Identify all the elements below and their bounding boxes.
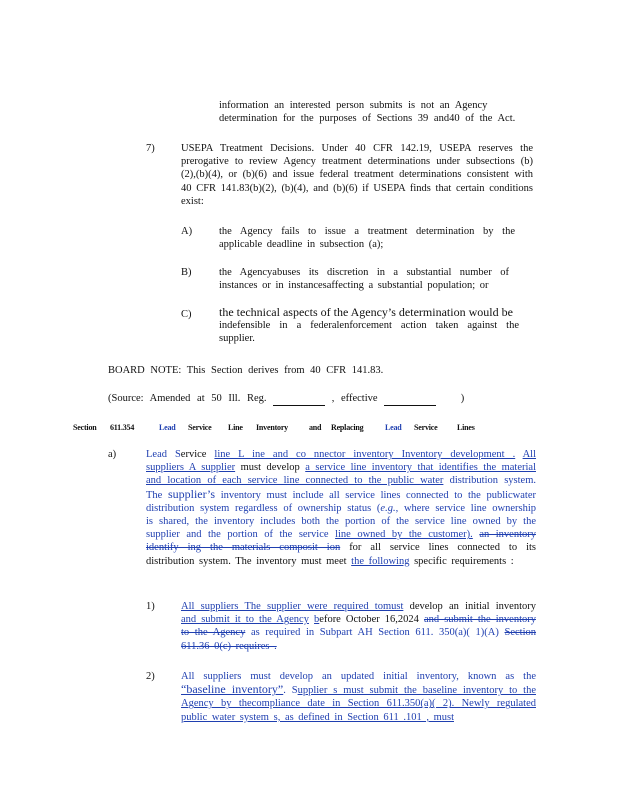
item-1-number: 1)	[146, 601, 155, 612]
heading-word-service-2: Service	[414, 423, 438, 432]
section-heading	[73, 421, 553, 435]
item-7-number: 7)	[146, 143, 155, 154]
source-note	[108, 392, 468, 406]
sub-c-line-2: indefensible in a federalenforcement action taken against the supplier.	[219, 320, 519, 345]
sub-a-number: A)	[181, 226, 193, 237]
intro-paragraph	[219, 99, 539, 125]
item-7-text: USEPA Treatment Decisions. Under 40 CFR 142.19, USEPA reserves the prerogative to review Agency treatment determinations under subsections (b)(2),(b)(4), or (b)(6) and issue federal treatment determinations consistent with 40 CFR 141.83(b)(2), (b)(4), and (b)(6) if USEPA finds that certain conditions exist:	[181, 143, 533, 207]
heading-word-service: Service	[188, 423, 212, 432]
effective-date-blank	[384, 392, 436, 406]
source-prefix: (Source: Amended at 50 Ill. Reg.	[108, 393, 267, 404]
para-a-number: a)	[108, 449, 117, 460]
heading-word-lead-2: Lead	[385, 423, 402, 432]
sub-c-number: C)	[181, 309, 192, 320]
intro-line-1: information an interested person submits is not an Agency	[219, 100, 488, 111]
sub-b-text: the Agencyabuses its discretion in a substantial number of instances or in instancesaffecting a substantial population; or	[219, 267, 509, 292]
item-2-text: All suppliers must develop an updated initial inventory, known as the “baseline inventory”. Supplier s must submit the baseline inventory to the Agency by thecompliance date in Section 611.350(a)( 2). Newly regulated public water system s, as defined in Section 611 .101 , must	[181, 671, 536, 723]
sub-c-line-1: the technical aspects of the Agency’s determination would be	[219, 305, 513, 319]
para-a-text: Lead Service line L ine and co nnector inventory Inventory development . All suppliers A supplier must develop a service line inventory that identifies the material and location of each service line connected to the public water distribution system. The supplier’s inventory must include all service lines connected to the publicwater distribution system regardless of ownership status (e.g., where service line ownership is shared, the inventory includes both the portion of the service line owned by the supplier and the portion of the service line owned by the customer). an inventory identify ing the materials composit ion for all service lines connected to its distribution system. The inventory must meet the following specific requirements :	[146, 449, 537, 567]
heading-word-line: Line	[228, 423, 243, 432]
section-number: 611.354	[110, 423, 135, 432]
board-note: BOARD NOTE: This Section derives from 40 CFR 141.83.	[108, 365, 384, 376]
source-close: )	[460, 393, 465, 404]
sub-c-text	[219, 306, 519, 346]
section-label: Section	[73, 423, 97, 432]
item-2-number: 2)	[146, 671, 155, 682]
source-effective: , effective	[331, 393, 378, 404]
intro-line-2: determination for the purposes of Sections 39 and40 of the Act.	[219, 113, 516, 125]
sub-b-number: B)	[181, 267, 192, 278]
heading-word-replacing: Replacing	[331, 423, 364, 432]
heading-word-inventory: Inventory	[256, 423, 288, 432]
heading-word-lines: Lines	[457, 423, 475, 432]
register-blank	[273, 392, 325, 406]
heading-word-lead: Lead	[159, 423, 176, 432]
heading-word-and: and	[309, 423, 322, 432]
item-1-text: All suppliers The supplier were required tomust develop an initial inventory and submit it to the Agency before October 16,2024 and submit the inventory to the Agency as required in Subpart AH Section 611. 350(a)( 1)(A) Section 611.36 0(c) requires .	[181, 601, 537, 652]
sub-a-text: the Agency fails to issue a treatment determination by the applicable deadline in subsection (a);	[219, 226, 515, 251]
